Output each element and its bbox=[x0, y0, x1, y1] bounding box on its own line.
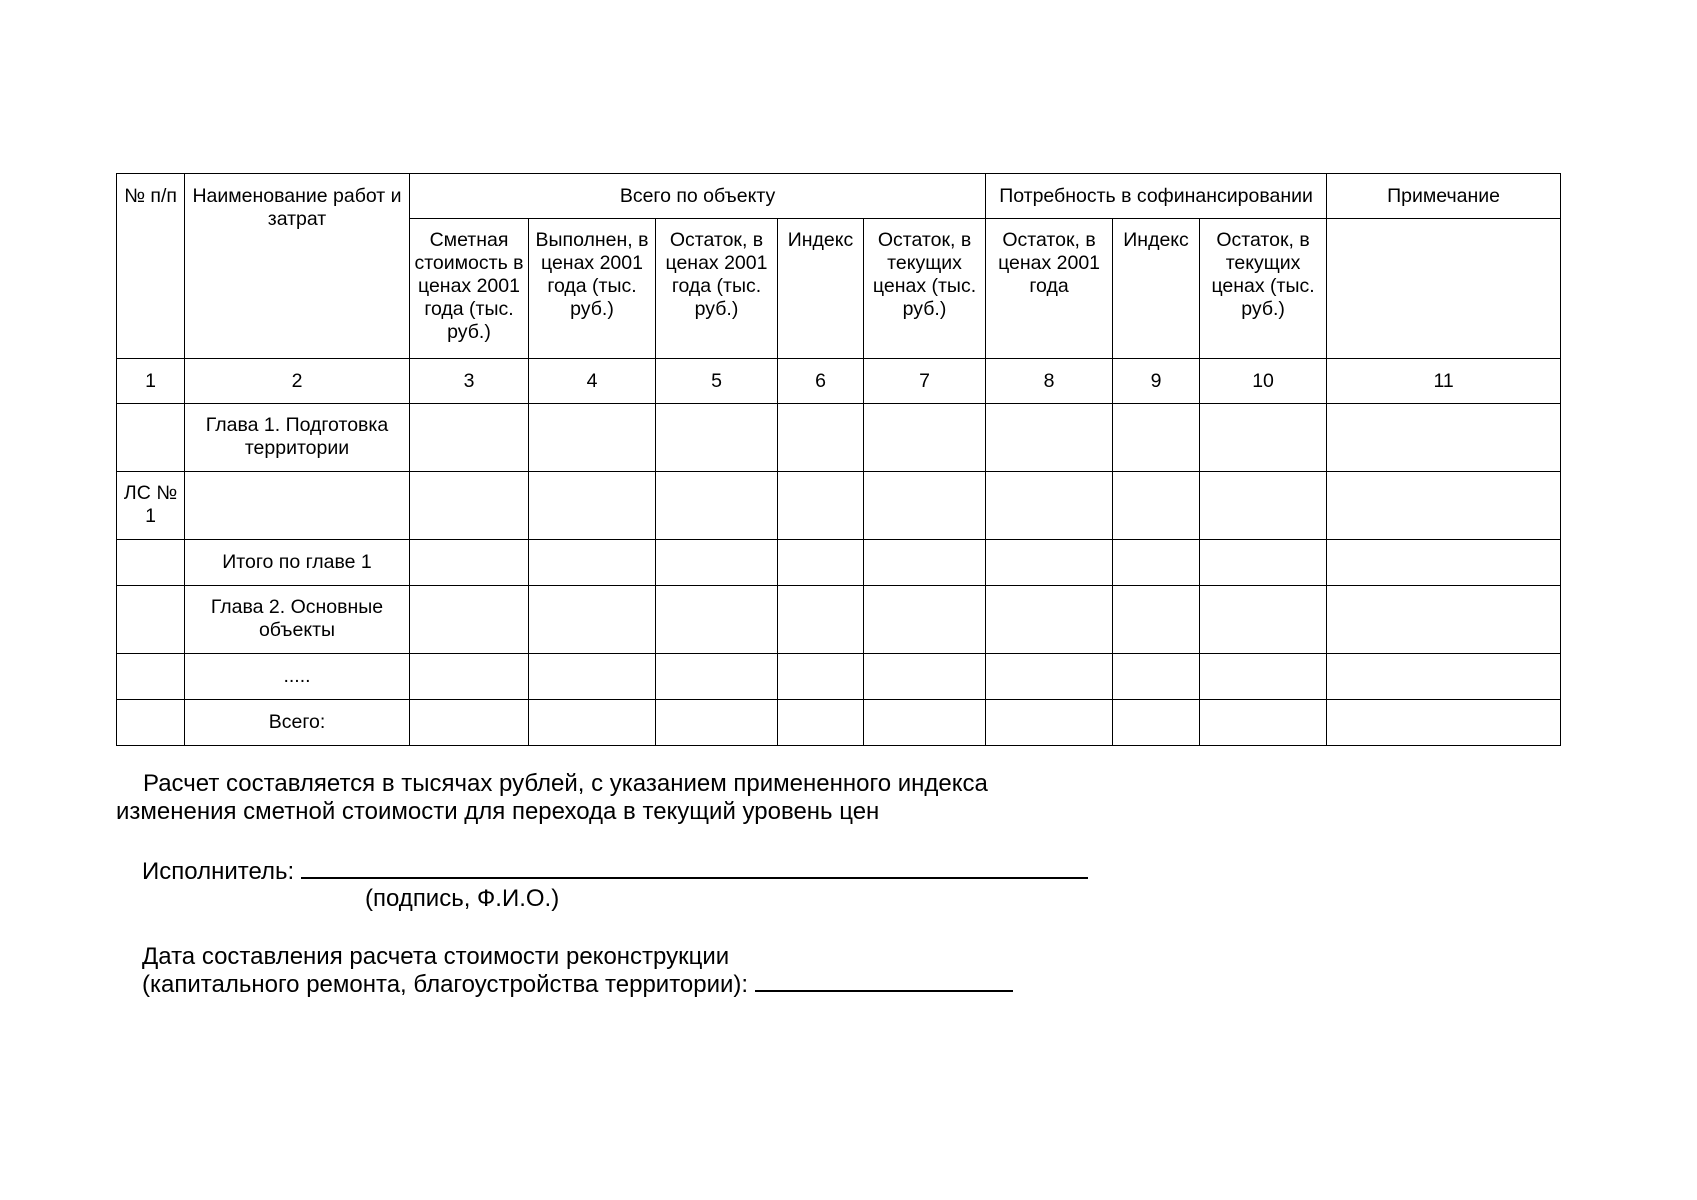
subheader-cell: Индекс bbox=[1113, 219, 1200, 359]
empty-cell bbox=[1113, 540, 1200, 586]
empty-cell bbox=[410, 700, 529, 746]
empty-cell bbox=[864, 404, 986, 472]
row-num bbox=[117, 404, 185, 472]
empty-cell bbox=[986, 472, 1113, 540]
empty-cell bbox=[1200, 540, 1327, 586]
table-row bbox=[117, 586, 1561, 654]
table-row bbox=[117, 540, 1561, 586]
subheader-cell: Остаток, в ценах 2001 года (тыс. руб.) bbox=[656, 219, 778, 359]
header-cofinancing-group: Потребность в софинансировании bbox=[986, 174, 1327, 219]
empty-cell bbox=[529, 654, 656, 700]
empty-cell bbox=[864, 654, 986, 700]
empty-cell bbox=[864, 540, 986, 586]
empty-cell bbox=[1327, 404, 1561, 472]
empty-cell bbox=[529, 586, 656, 654]
table-row bbox=[117, 472, 1561, 540]
empty-cell bbox=[656, 540, 778, 586]
empty-cell bbox=[778, 404, 864, 472]
table-row bbox=[117, 654, 1561, 700]
date-block bbox=[142, 943, 1013, 999]
empty-cell bbox=[1113, 404, 1200, 472]
empty-cell bbox=[1113, 472, 1200, 540]
empty-cell bbox=[656, 700, 778, 746]
row-name: Всего: bbox=[185, 700, 410, 746]
empty-cell bbox=[778, 586, 864, 654]
empty-cell bbox=[410, 540, 529, 586]
estimate-table bbox=[116, 173, 1561, 746]
header-num: № п/п bbox=[117, 174, 185, 359]
empty-cell bbox=[778, 654, 864, 700]
column-number: 10 bbox=[1200, 359, 1327, 404]
empty-cell bbox=[778, 472, 864, 540]
empty-cell bbox=[986, 586, 1113, 654]
empty-cell bbox=[1113, 586, 1200, 654]
empty-cell bbox=[1327, 654, 1561, 700]
empty-cell bbox=[410, 654, 529, 700]
column-number: 3 bbox=[410, 359, 529, 404]
subheader-cell: Остаток, в текущих ценах (тыс. руб.) bbox=[864, 219, 986, 359]
row-name: Глава 2. Основные объекты bbox=[185, 586, 410, 654]
table-row bbox=[117, 700, 1561, 746]
subheader-cell: Индекс bbox=[778, 219, 864, 359]
empty-cell bbox=[656, 472, 778, 540]
empty-cell bbox=[529, 540, 656, 586]
empty-cell bbox=[410, 586, 529, 654]
empty-cell bbox=[410, 472, 529, 540]
subheader-cell: Сметная стоимость в ценах 2001 года (тыс. руб.) bbox=[410, 219, 529, 359]
empty-cell bbox=[1327, 586, 1561, 654]
column-number: 6 bbox=[778, 359, 864, 404]
row-num bbox=[117, 540, 185, 586]
row-name: Итого по главе 1 bbox=[185, 540, 410, 586]
row-name: Глава 1. Подготовка территории bbox=[185, 404, 410, 472]
subheader-cell: Выполнен, в ценах 2001 года (тыс. руб.) bbox=[529, 219, 656, 359]
empty-cell bbox=[864, 586, 986, 654]
column-number: 9 bbox=[1113, 359, 1200, 404]
table-header-row bbox=[117, 174, 1561, 219]
empty-cell bbox=[656, 586, 778, 654]
note-line-2: изменения сметной стоимости для перехода в текущий уровень цен bbox=[116, 798, 880, 825]
empty-cell bbox=[986, 654, 1113, 700]
date-line-1: Дата составления расчета стоимости реконструкции bbox=[142, 943, 730, 970]
row-num bbox=[117, 654, 185, 700]
empty-cell bbox=[1113, 654, 1200, 700]
empty-cell bbox=[656, 404, 778, 472]
empty-cell bbox=[1200, 654, 1327, 700]
empty-cell bbox=[410, 404, 529, 472]
header-name: Наименование работ и затрат bbox=[185, 174, 410, 359]
empty-cell bbox=[778, 540, 864, 586]
row-name: ..... bbox=[185, 654, 410, 700]
executor-signature-line bbox=[142, 858, 1088, 886]
executor-label: Исполнитель: bbox=[142, 858, 295, 885]
empty-cell bbox=[986, 700, 1113, 746]
row-num bbox=[117, 700, 185, 746]
column-number: 11 bbox=[1327, 359, 1561, 404]
date-blank-line bbox=[755, 972, 1013, 992]
empty-cell bbox=[1200, 586, 1327, 654]
row-num bbox=[117, 586, 185, 654]
empty-cell bbox=[529, 404, 656, 472]
row-num: ЛС № 1 bbox=[117, 472, 185, 540]
column-numbers-row bbox=[117, 359, 1561, 404]
column-number: 7 bbox=[864, 359, 986, 404]
empty-cell bbox=[656, 654, 778, 700]
column-number: 4 bbox=[529, 359, 656, 404]
subheader-cell: Остаток, в ценах 2001 года bbox=[986, 219, 1113, 359]
subheader-cell: Остаток, в текущих ценах (тыс. руб.) bbox=[1200, 219, 1327, 359]
signature-caption: (подпись, Ф.И.О.) bbox=[365, 885, 560, 912]
empty-cell bbox=[1113, 700, 1200, 746]
empty-cell bbox=[864, 472, 986, 540]
column-number: 8 bbox=[986, 359, 1113, 404]
calculation-note bbox=[116, 770, 988, 826]
empty-cell bbox=[529, 700, 656, 746]
date-line-2-text: (капитального ремонта, благоустройства территории): bbox=[142, 971, 749, 998]
note-line-1: Расчет составляется в тысячах рублей, с указанием примененного индекса bbox=[143, 770, 988, 797]
subheader-cell-empty bbox=[1327, 219, 1561, 359]
header-note: Примечание bbox=[1327, 174, 1561, 219]
column-number: 2 bbox=[185, 359, 410, 404]
empty-cell bbox=[1327, 700, 1561, 746]
date-line-2 bbox=[142, 971, 1013, 999]
empty-cell bbox=[1200, 472, 1327, 540]
empty-cell bbox=[986, 404, 1113, 472]
empty-cell bbox=[529, 472, 656, 540]
empty-cell bbox=[1200, 404, 1327, 472]
signature-blank-line bbox=[301, 859, 1088, 879]
column-number: 5 bbox=[656, 359, 778, 404]
empty-cell bbox=[1200, 700, 1327, 746]
empty-cell bbox=[986, 540, 1113, 586]
row-name bbox=[185, 472, 410, 540]
empty-cell bbox=[1327, 472, 1561, 540]
empty-cell bbox=[864, 700, 986, 746]
empty-cell bbox=[1327, 540, 1561, 586]
header-total-group: Всего по объекту bbox=[410, 174, 986, 219]
table-row bbox=[117, 404, 1561, 472]
column-number: 1 bbox=[117, 359, 185, 404]
empty-cell bbox=[778, 700, 864, 746]
